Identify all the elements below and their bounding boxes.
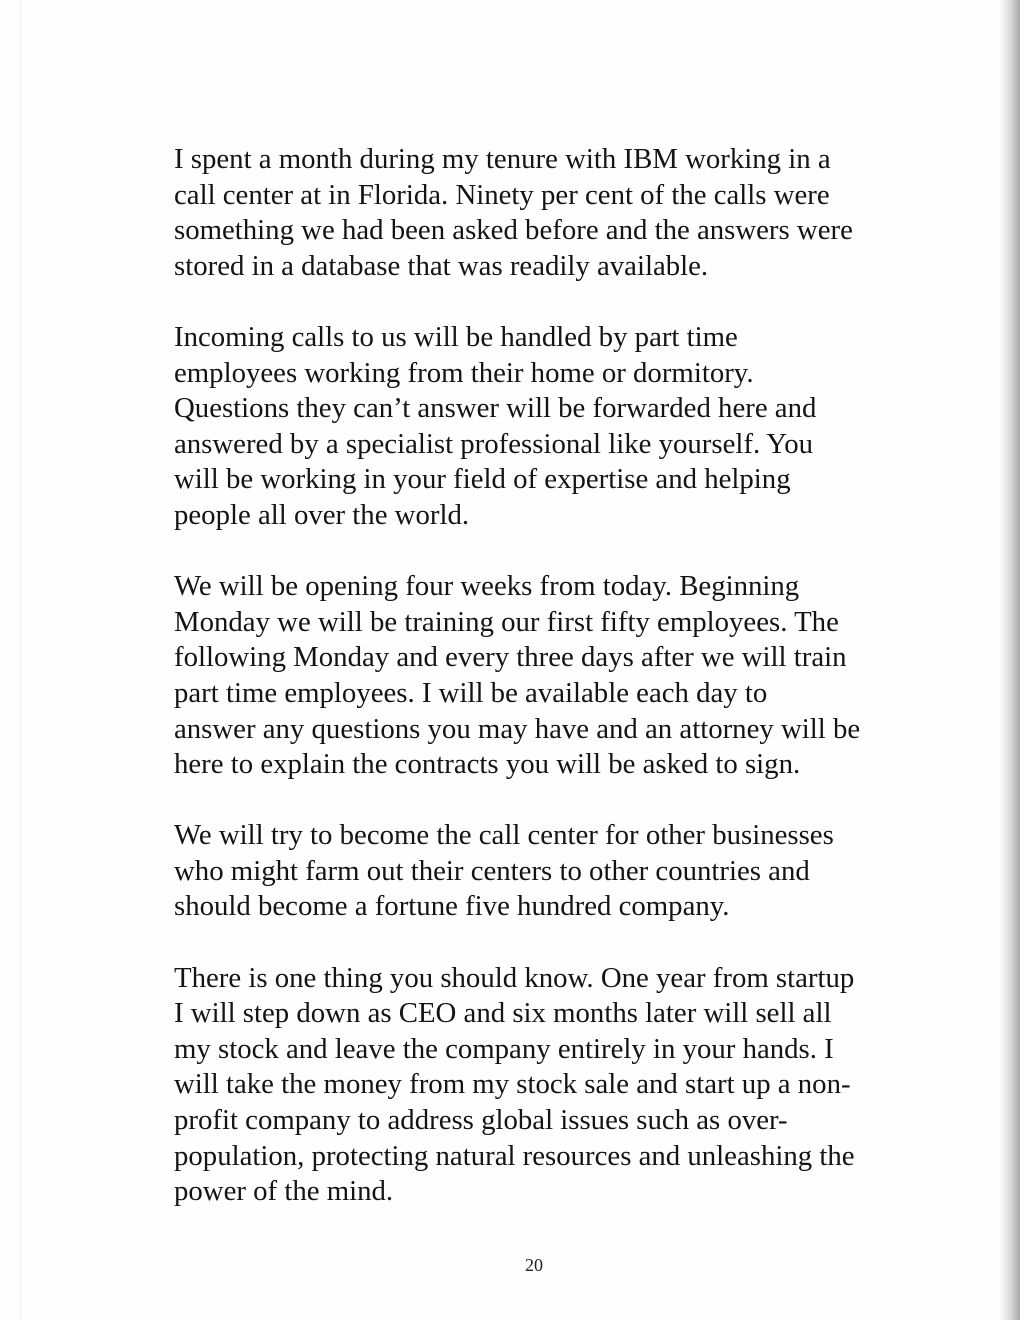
text-line: something we had been asked before and the answers were	[174, 214, 853, 247]
text-line: call center at in Florida. Ninety per cent of the calls were	[174, 178, 830, 211]
text-line: Incoming calls to us will be handled by part time	[174, 320, 738, 353]
page-crease	[20, 0, 21, 1320]
text-line: my stock and leave the company entirely in your hands. I	[174, 1032, 834, 1065]
text-line: following Monday and every three days after we will train	[174, 641, 847, 674]
text-line: power of the mind.	[174, 1175, 394, 1208]
text-line: I spent a month during my tenure with IBM working in a	[174, 143, 831, 175]
text-line: stored in a database that was readily available.	[174, 249, 709, 282]
text-line: people all over the world.	[174, 498, 470, 531]
paragraph	[174, 569, 904, 783]
paragraph	[174, 142, 904, 284]
text-line: who might farm out their centers to other countries and	[174, 854, 810, 887]
text-line: Monday we will be training our first fifty employees. The	[174, 605, 839, 638]
text-line: answered by a specialist professional like yourself. You	[174, 427, 814, 460]
text-line: population, protecting natural resources and unleashing the	[174, 1139, 855, 1172]
text-line: We will try to become the call center for other businesses	[174, 819, 834, 852]
text-line: will be working in your field of expertise and helping	[174, 463, 791, 496]
text-line: We will be opening four weeks from today. Beginning	[174, 570, 800, 603]
text-line: There is one thing you should know. One year from startup	[174, 961, 855, 994]
text-line: part time employees. I will be available each day to	[174, 676, 768, 709]
text-line: answer any questions you may have and an attorney will be	[174, 712, 861, 745]
body-text	[174, 142, 904, 1245]
page-edge-shadow	[998, 0, 1020, 1320]
text-line: should become a fortune five hundred company.	[174, 890, 730, 923]
text-line: Questions they can’t answer will be forwarded here and	[174, 392, 817, 425]
text-line: I will step down as CEO and six months later will sell all	[174, 997, 832, 1030]
text-line: will take the money from my stock sale and start up a non-	[174, 1068, 851, 1101]
text-line: here to explain the contracts you will be asked to sign.	[174, 748, 801, 781]
paragraph	[174, 961, 904, 1210]
paragraph	[174, 320, 904, 534]
text-line: employees working from their home or dormitory.	[174, 356, 754, 389]
text-line: profit company to address global issues such as over-	[174, 1104, 788, 1137]
paragraph	[174, 818, 904, 925]
page-number: 20	[525, 1255, 543, 1275]
